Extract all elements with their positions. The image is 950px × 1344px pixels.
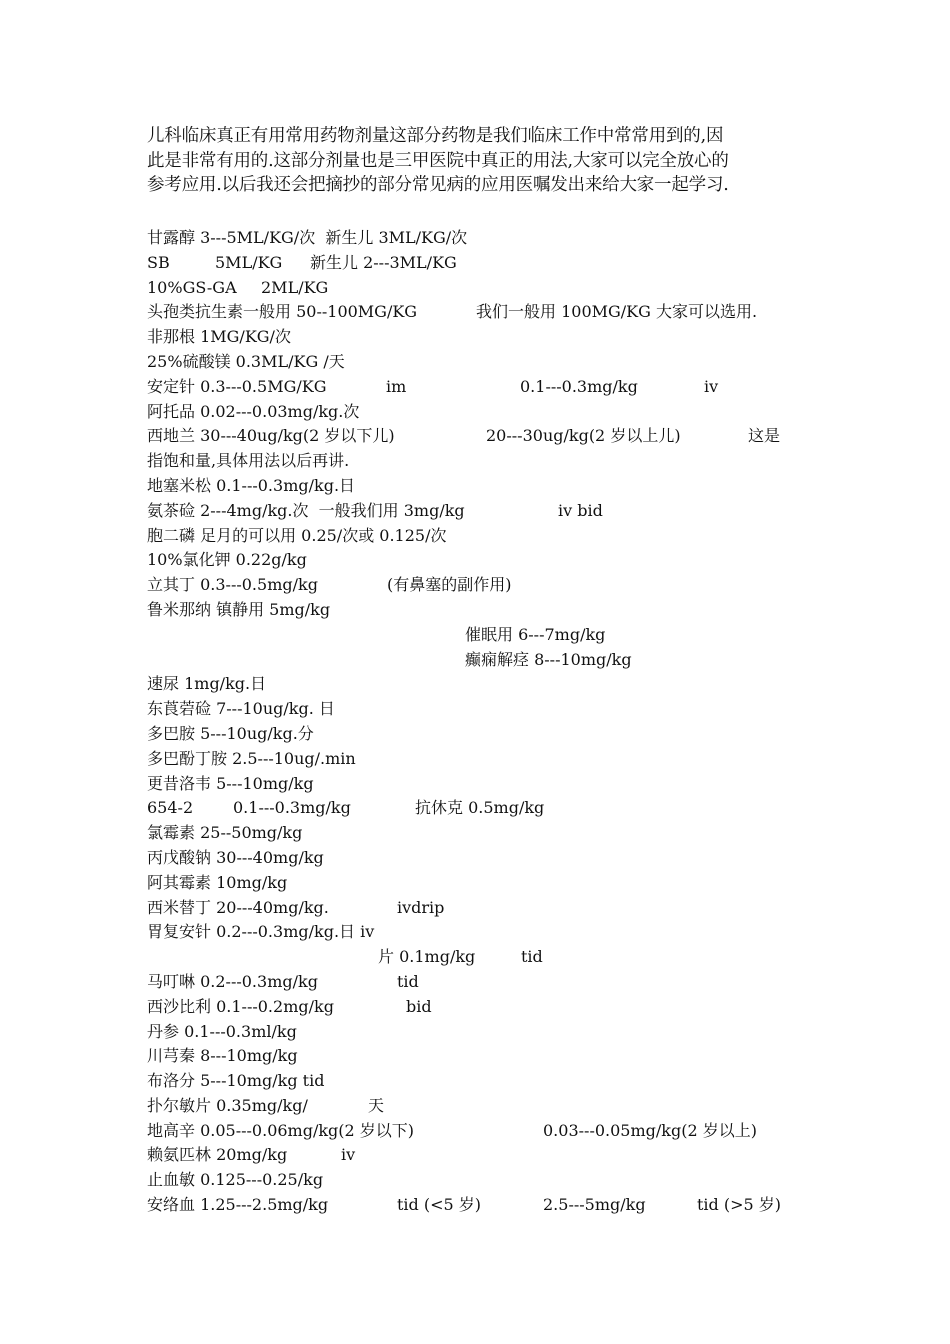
dosage-list	[147, 226, 847, 1218]
dosage-line	[147, 1168, 847, 1193]
dosage-line	[147, 722, 847, 747]
dose-column: iv bid	[558, 500, 603, 520]
drug-dose: 扑尔敏片 0.35mg/kg/	[147, 1095, 308, 1115]
dosage-line	[147, 1094, 847, 1119]
dosage-line	[147, 325, 847, 350]
dosage-line	[147, 672, 847, 697]
drug-dose: 头孢类抗生素一般用 50--100MG/KG	[147, 302, 418, 322]
dose-column: iv	[704, 376, 719, 396]
dose-column: tid (<5 岁)	[397, 1195, 482, 1215]
dose-column: 2.5---5mg/kg	[543, 1195, 646, 1215]
drug-dose: 10%氯化钾 0.22g/kg	[147, 550, 307, 570]
dosage-line	[147, 821, 847, 846]
dosage-line	[147, 1143, 847, 1168]
drug-dose: 10%GS-GA	[147, 277, 237, 297]
dosage-line	[147, 796, 847, 821]
dose-column: 我们一般用 100MG/KG 大家可以选用.	[476, 302, 758, 322]
drug-dose: 胞二磷 足月的可以用 0.25/次或 0.125/次	[147, 525, 447, 545]
drug-dose: 阿其霉素 10mg/kg	[147, 872, 288, 892]
drug-dose: 多巴胺 5---10ug/kg.分	[147, 723, 314, 743]
dosage-line	[147, 1020, 847, 1045]
drug-dose: 安定针 0.3---0.5MG/KG	[147, 376, 327, 396]
drug-dose: 地塞米松 0.1---0.3mg/kg.日	[147, 475, 356, 495]
dosage-line	[147, 300, 847, 325]
drug-dose: 多巴酚丁胺 2.5---10ug/.min	[147, 748, 356, 768]
drug-dose: 西米替丁 20---40mg/kg.	[147, 897, 329, 917]
dosage-line	[147, 524, 847, 549]
dosage-line	[147, 747, 847, 772]
dose-column: iv	[341, 1145, 356, 1165]
drug-dose: 马叮啉 0.2---0.3mg/kg	[147, 971, 318, 991]
drug-dose: 甘露醇 3---5ML/KG/次 新生儿 3ML/KG/次	[147, 228, 468, 247]
dosage-line	[147, 1044, 847, 1069]
drug-dose: 东莨菪硷 7---10ug/kg. 日	[147, 699, 335, 719]
drug-dose: 指饱和量,具体用法以后再讲.	[147, 451, 350, 471]
dose-column: im	[386, 376, 407, 396]
dose-column: 抗休克 0.5mg/kg	[415, 798, 545, 818]
dose-column: 20---30ug/kg(2 岁以上儿)	[486, 426, 681, 446]
dosage-line	[147, 400, 847, 425]
dose-column: tid	[521, 947, 543, 967]
dose-column: tid (>5 岁)	[697, 1195, 782, 1215]
drug-dose: 更昔洛韦 5---10mg/kg	[147, 773, 314, 793]
dosage-line	[147, 648, 847, 673]
dose-column: ivdrip	[397, 897, 445, 917]
dosage-line	[147, 598, 847, 623]
intro-line: 此是非常有用的.这部分剂量也是三甲医院中真正的用法,大家可以完全放心的	[147, 150, 729, 171]
drug-dose: 止血敏 0.125---0.25/kg	[147, 1170, 324, 1190]
dosage-line	[147, 350, 847, 375]
drug-dose: 立其丁 0.3---0.5mg/kg	[147, 575, 318, 595]
dosage-line	[147, 1119, 847, 1144]
dose-column: 片 0.1mg/kg	[378, 947, 476, 967]
drug-dose: 鲁米那纳 镇静用 5mg/kg	[147, 599, 331, 619]
dosage-line	[147, 871, 847, 896]
dosage-line	[147, 226, 847, 251]
dosage-line	[147, 846, 847, 871]
dosage-line	[147, 896, 847, 921]
dosage-line	[147, 573, 847, 598]
drug-dose: 速尿 1mg/kg.日	[147, 674, 267, 694]
dose-column: 0.1---0.3mg/kg	[233, 798, 351, 818]
drug-dose: 川芎秦 8---10mg/kg	[147, 1046, 298, 1066]
drug-dose: 丹参 0.1---0.3ml/kg	[147, 1021, 297, 1041]
drug-dose: 氯霉素 25--50mg/kg	[147, 823, 303, 843]
drug-dose: 非那根 1MG/KG/次	[147, 327, 291, 347]
dosage-line	[147, 945, 847, 970]
dose-column: 天	[368, 1095, 385, 1115]
drug-dose: 安络血 1.25---2.5mg/kg	[147, 1195, 329, 1215]
dosage-line	[147, 276, 847, 301]
dose-column: tid	[397, 971, 419, 991]
dose-column: (有鼻塞的副作用)	[387, 575, 512, 595]
drug-dose: 胃复安针 0.2---0.3mg/kg.日 iv	[147, 922, 375, 942]
dosage-line	[147, 251, 847, 276]
drug-dose: 25%硫酸镁 0.3ML/KG /天	[147, 351, 345, 371]
dosage-line	[147, 548, 847, 573]
intro-line: 参考应用.以后我还会把摘抄的部分常见病的应用医嘱发出来给大家一起学习.	[147, 175, 729, 195]
drug-dose: 654-2	[147, 798, 194, 818]
dosage-line	[147, 499, 847, 524]
drug-dose: 阿托品 0.02---0.03mg/kg.次	[147, 401, 360, 421]
drug-dose: 丙戊酸钠 30---40mg/kg	[147, 847, 324, 867]
dose-column: bid	[406, 996, 432, 1016]
drug-dose: 赖氨匹林 20mg/kg	[147, 1145, 288, 1165]
dose-column: 这是	[748, 426, 781, 446]
intro-paragraph	[147, 124, 817, 198]
dosage-line	[147, 995, 847, 1020]
dosage-line	[147, 424, 847, 449]
dose-column: 催眠用 6---7mg/kg	[465, 624, 606, 644]
dosage-line	[147, 474, 847, 499]
dosage-line	[147, 449, 847, 474]
dosage-line	[147, 1069, 847, 1094]
dose-column: 2ML/KG	[261, 277, 329, 297]
dose-column: 0.03---0.05mg/kg(2 岁以上)	[543, 1120, 757, 1140]
drug-dose: 布洛分 5---10mg/kg tid	[147, 1071, 325, 1091]
drug-dose: SB	[147, 252, 170, 272]
drug-dose: 氨茶硷 2---4mg/kg.次 一般我们用 3mg/kg	[147, 500, 465, 520]
dosage-line	[147, 772, 847, 797]
dosage-line	[147, 697, 847, 722]
dose-column: 0.1---0.3mg/kg	[520, 376, 638, 396]
dose-column: 癫痫解痉 8---10mg/kg	[465, 649, 632, 669]
drug-dose: 地高辛 0.05---0.06mg/kg(2 岁以下)	[147, 1120, 415, 1140]
dose-column: 5ML/KG	[215, 252, 283, 272]
drug-dose: 西沙比利 0.1---0.2mg/kg	[147, 996, 334, 1016]
drug-dose: 西地兰 30---40ug/kg(2 岁以下儿)	[147, 426, 395, 446]
dosage-line	[147, 375, 847, 400]
dosage-line	[147, 920, 847, 945]
dosage-line	[147, 623, 847, 648]
intro-line: 儿科临床真正有用常用药物剂量这部分药物是我们临床工作中常常用到的,因	[147, 126, 724, 146]
dosage-line	[147, 970, 847, 995]
dosage-line	[147, 1193, 847, 1218]
dose-column: 新生儿 2---3ML/KG	[310, 252, 457, 272]
